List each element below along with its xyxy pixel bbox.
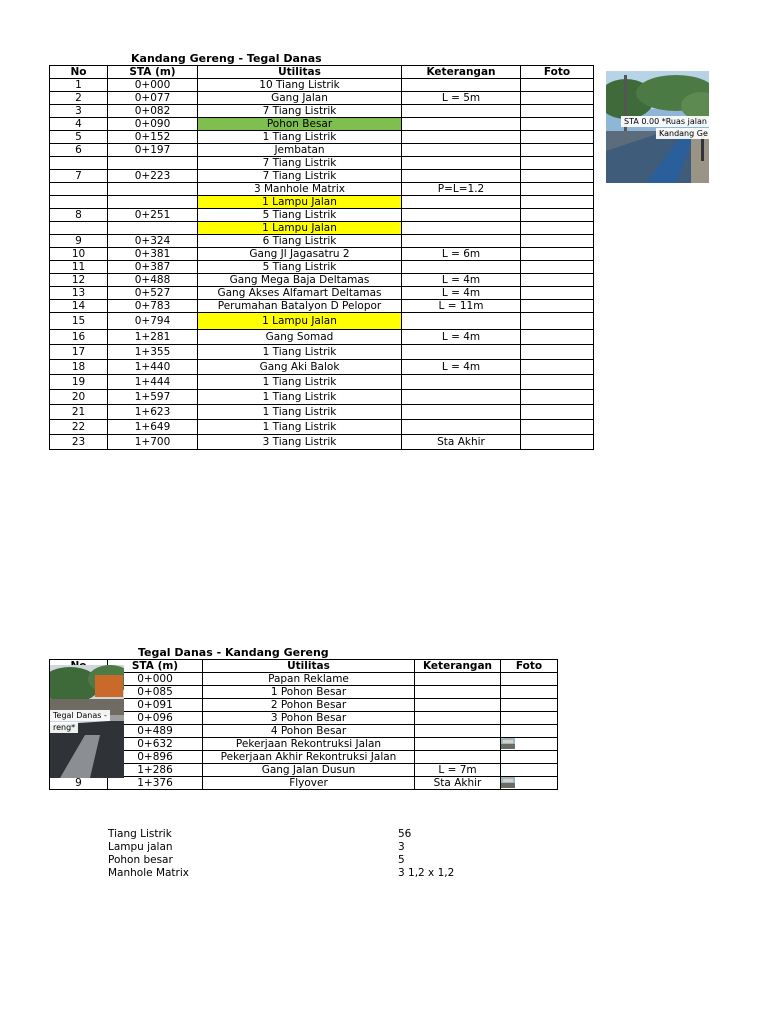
cell-keterangan [402,390,521,405]
table2-title: Tegal Danas - Kandang Gereng [138,646,329,659]
cell-sta: 0+223 [108,170,198,183]
cell-sta [108,157,198,170]
table-row [50,405,594,420]
cell-keterangan [402,131,521,144]
table1-title: Kandang Gereng - Tegal Danas [131,52,322,65]
cell-keterangan: P=L=1.2 [402,183,521,196]
cell-sta: 0+077 [108,92,198,105]
cell-keterangan [415,673,501,686]
cell-sta: 1+281 [108,330,198,345]
cell-foto [521,92,594,105]
header-sta: STA (m) [108,66,198,79]
cell-foto [521,345,594,360]
summary-value: 56 [398,828,412,840]
cell-utilitas: 7 Tiang Listrik [198,170,402,183]
cell-no: 8 [50,209,108,222]
header-utilitas: Utilitas [198,66,402,79]
cell-sta: 0+197 [108,144,198,157]
table-row [50,131,594,144]
table-row [50,375,594,390]
cell-keterangan [402,222,521,235]
cell-utilitas: Papan Reklame [203,673,415,686]
summary-value: 5 [398,854,405,866]
table-row [50,686,558,699]
summary-label: Manhole Matrix [108,867,190,879]
table-row [50,330,594,345]
cell-sta: 0+527 [108,287,198,300]
cell-no: 12 [50,274,108,287]
cell-utilitas: Pekerjaan Rekontruksi Jalan [203,738,415,751]
cell-sta: 0+896 [108,751,203,764]
cell-keterangan [402,313,521,330]
cell-keterangan [402,196,521,209]
cell-sta [108,222,198,235]
cell-sta: 1+444 [108,375,198,390]
cell-foto [501,764,558,777]
table-row [50,261,594,274]
cell-foto [501,738,558,751]
cell-sta: 0+096 [108,712,203,725]
cell-sta: 0+090 [108,118,198,131]
cell-sta: 0+783 [108,300,198,313]
cell-utilitas: 4 Pohon Besar [203,725,415,738]
cell-no: 20 [50,390,108,405]
table-row [50,92,594,105]
summary-value: 3 [398,841,405,853]
table-row [50,79,594,92]
cell-no: 9 [50,777,108,790]
summary-label: Tiang Listrik [108,828,172,840]
cell-keterangan [415,725,501,738]
photo-thumbnail-icon[interactable] [501,777,515,788]
cell-keterangan [402,118,521,131]
summary-label: Lampu jalan [108,841,173,853]
cell-foto [501,712,558,725]
cell-foto [501,777,558,790]
cell-no: 6 [50,144,108,157]
cell-no [50,222,108,235]
table-row [50,420,594,435]
cell-keterangan [402,144,521,157]
cell-utilitas: 3 Pohon Besar [203,712,415,725]
cell-foto [521,170,594,183]
table-row [50,235,594,248]
cell-foto [521,274,594,287]
photo-caption-line2: reng* [50,722,78,733]
cell-keterangan: L = 5m [402,92,521,105]
cell-keterangan [402,405,521,420]
cell-keterangan [402,375,521,390]
table-row [50,313,594,330]
cell-sta: 0+000 [108,673,203,686]
cell-no: 1 [50,79,108,92]
cell-utilitas: Gang Akses Alfamart Deltamas [198,287,402,300]
header-foto: Foto [521,66,594,79]
cell-utilitas: 1 Lampu Jalan [198,222,402,235]
cell-no: 2 [50,92,108,105]
cell-no [50,196,108,209]
cell-keterangan: L = 4m [402,360,521,375]
photo-caption-line1: Tegal Danas - [50,710,110,721]
table-row [50,712,558,725]
cell-no: 3 [50,105,108,118]
cell-keterangan [415,712,501,725]
cell-no: 17 [50,345,108,360]
table-row [50,725,558,738]
cell-foto [521,248,594,261]
cell-foto [521,375,594,390]
cell-sta: 0+489 [108,725,203,738]
header-no: No [50,66,108,79]
table-row [50,287,594,300]
header-keterangan: Keterangan [415,660,501,673]
cell-utilitas: Gang Jl Jagasatru 2 [198,248,402,261]
cell-utilitas: 1 Tiang Listrik [198,405,402,420]
table-row [50,105,594,118]
table-row [50,144,594,157]
cell-no: 18 [50,360,108,375]
cell-utilitas: 6 Tiang Listrik [198,235,402,248]
cell-keterangan [402,79,521,92]
header-foto: Foto [501,660,558,673]
table-row [50,390,594,405]
road-photo-tegal-danas [50,665,124,778]
cell-sta: 1+649 [108,420,198,435]
cell-utilitas: Jembatan [198,144,402,157]
cell-no: 19 [50,375,108,390]
cell-foto [521,131,594,144]
cell-utilitas: 3 Manhole Matrix [198,183,402,196]
cell-utilitas: Gang Jalan Dusun [203,764,415,777]
table-row [50,248,594,261]
cell-foto [521,144,594,157]
cell-keterangan: L = 11m [402,300,521,313]
cell-utilitas: Perumahan Batalyon D Pelopor [198,300,402,313]
cell-utilitas: Flyover [203,777,415,790]
cell-keterangan [415,699,501,712]
cell-sta: 0+632 [108,738,203,751]
table-row [50,170,594,183]
cell-no: 15 [50,313,108,330]
table-row [50,300,594,313]
table-row [50,157,594,170]
cell-sta: 0+082 [108,105,198,118]
cell-foto [521,261,594,274]
cell-no: 10 [50,248,108,261]
cell-keterangan [402,420,521,435]
cell-sta: 0+091 [108,699,203,712]
cell-foto [521,209,594,222]
cell-utilitas: 7 Tiang Listrik [198,105,402,118]
cell-utilitas: 1 Tiang Listrik [198,131,402,144]
table-row [50,673,558,686]
cell-keterangan: L = 6m [402,248,521,261]
cell-foto [521,435,594,450]
cell-no: 22 [50,420,108,435]
cell-no: 23 [50,435,108,450]
cell-no: 5 [50,131,108,144]
cell-no: 16 [50,330,108,345]
cell-keterangan [415,738,501,751]
cell-no [50,157,108,170]
table-row [50,738,558,751]
cell-utilitas: 1 Tiang Listrik [198,420,402,435]
cell-foto [521,118,594,131]
cell-foto [501,725,558,738]
cell-keterangan [402,209,521,222]
cell-no: 9 [50,235,108,248]
table-row [50,209,594,222]
cell-keterangan: L = 7m [415,764,501,777]
cell-keterangan [402,261,521,274]
cell-foto [501,751,558,764]
cell-keterangan: L = 4m [402,287,521,300]
cell-foto [521,287,594,300]
cell-keterangan [402,157,521,170]
cell-utilitas: 5 Tiang Listrik [198,261,402,274]
cell-sta: 1+286 [108,764,203,777]
cell-keterangan [402,170,521,183]
cell-foto [521,405,594,420]
cell-sta: 0+381 [108,248,198,261]
cell-keterangan [402,345,521,360]
cell-foto [521,300,594,313]
road-photo-kandang-gereng [606,71,709,183]
header-sta: STA (m) [108,660,203,673]
cell-sta [108,183,198,196]
cell-utilitas: 1 Tiang Listrik [198,390,402,405]
cell-utilitas: Gang Somad [198,330,402,345]
cell-utilitas: Pohon Besar [198,118,402,131]
table-row [50,751,558,764]
cell-utilitas: 5 Tiang Listrik [198,209,402,222]
cell-utilitas: 7 Tiang Listrik [198,157,402,170]
cell-utilitas: Gang Mega Baja Deltamas [198,274,402,287]
cell-sta: 1+440 [108,360,198,375]
table-row [50,196,594,209]
cell-keterangan [402,105,521,118]
cell-utilitas: 1 Tiang Listrik [198,345,402,360]
cell-sta: 0+152 [108,131,198,144]
cell-sta: 0+324 [108,235,198,248]
cell-keterangan [402,235,521,248]
kandang-tegal-table [49,65,594,450]
cell-utilitas: 2 Pohon Besar [203,699,415,712]
table-row [50,360,594,375]
cell-foto [521,79,594,92]
cell-no: 4 [50,118,108,131]
cell-foto [521,420,594,435]
cell-no [50,183,108,196]
table-row [50,183,594,196]
table-row [50,435,594,450]
cell-foto [501,686,558,699]
cell-utilitas: 1 Lampu Jalan [198,313,402,330]
table-row [50,699,558,712]
cell-keterangan: Sta Akhir [415,777,501,790]
table-row [50,222,594,235]
cell-keterangan: Sta Akhir [402,435,521,450]
cell-sta: 0+488 [108,274,198,287]
cell-utilitas: 10 Tiang Listrik [198,79,402,92]
cell-no: 14 [50,300,108,313]
table-row [50,274,594,287]
summary-value: 3 1,2 x 1,2 [398,867,455,879]
cell-foto [521,235,594,248]
cell-foto [521,222,594,235]
photo-caption-line2: Kandang Ge [656,128,709,139]
cell-foto [521,183,594,196]
cell-sta: 0+794 [108,313,198,330]
cell-keterangan: L = 4m [402,274,521,287]
cell-sta [108,196,198,209]
road-photo-image [606,71,709,183]
cell-utilitas: 3 Tiang Listrik [198,435,402,450]
cell-utilitas: 1 Lampu Jalan [198,196,402,209]
tegal-kandang-table [49,659,558,790]
cell-utilitas: 1 Tiang Listrik [198,375,402,390]
header-keterangan: Keterangan [402,66,521,79]
cell-utilitas: Gang Jalan [198,92,402,105]
cell-foto [521,330,594,345]
cell-keterangan [415,751,501,764]
cell-utilitas: 1 Pohon Besar [203,686,415,699]
cell-foto [521,196,594,209]
cell-sta: 1+355 [108,345,198,360]
cell-foto [521,105,594,118]
cell-utilitas: Gang Aki Balok [198,360,402,375]
cell-sta: 1+376 [108,777,203,790]
cell-no: 13 [50,287,108,300]
cell-keterangan: L = 4m [402,330,521,345]
summary-label: Pohon besar [108,854,173,866]
cell-sta: 1+597 [108,390,198,405]
cell-sta: 1+623 [108,405,198,420]
cell-sta: 0+387 [108,261,198,274]
table-row [50,345,594,360]
cell-foto [501,673,558,686]
cell-foto [501,699,558,712]
cell-foto [521,360,594,375]
header-utilitas: Utilitas [203,660,415,673]
cell-sta: 0+251 [108,209,198,222]
cell-sta: 1+700 [108,435,198,450]
photo-thumbnail-icon[interactable] [501,738,515,749]
cell-keterangan [415,686,501,699]
table-row [50,764,558,777]
cell-sta: 0+000 [108,79,198,92]
cell-foto [521,157,594,170]
table-row [50,777,558,790]
cell-foto [521,313,594,330]
cell-foto [521,390,594,405]
cell-no: 7 [50,170,108,183]
cell-no: 21 [50,405,108,420]
photo-caption-line1: STA 0.00 *Ruas jalan [621,116,709,127]
cell-utilitas: Pekerjaan Akhir Rekontruksi Jalan [203,751,415,764]
cell-sta: 0+085 [108,686,203,699]
cell-no: 11 [50,261,108,274]
table-row [50,118,594,131]
